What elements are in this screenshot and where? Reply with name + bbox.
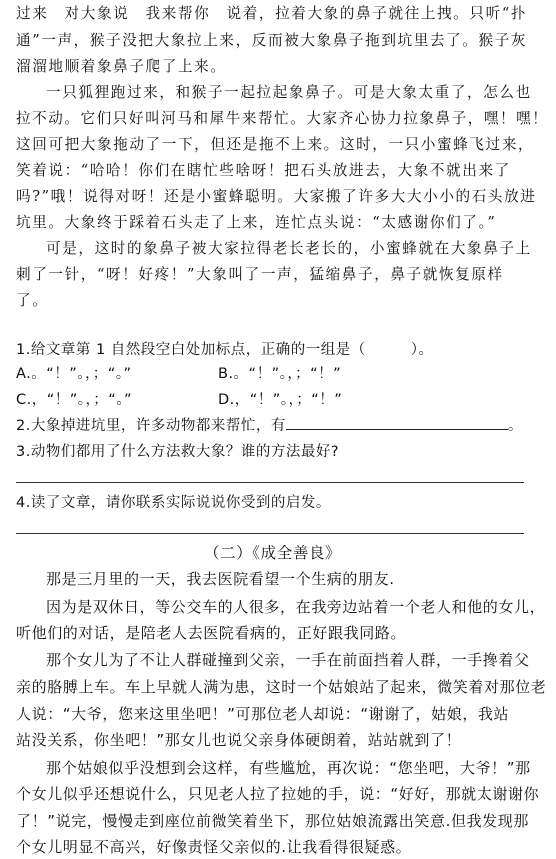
- story1-line: 吗?”哦！说得对呀！还是小蜜蜂聪明。大家搬了许多大大小小的石头放进: [16, 188, 537, 205]
- question-1: 1.给文章第 1 自然段空白处加标点，正确的一组是（ ）。: [16, 342, 434, 358]
- question-4: 4.读了文章，请你联系实际说说你受到的启发。: [16, 495, 331, 511]
- story2-title: （二）《成全善良》: [204, 544, 342, 562]
- story2-line: 站没关系，你坐吧！”那女儿也说父亲身体硬朗着，站站就到了！: [16, 731, 462, 749]
- story1-line: 笑着说：“哈哈！你们在瞎忙些啥呀！把石头放进去，大象不就出来了: [16, 162, 511, 179]
- story2-line: 人说：“大爷，您来这里坐吧！”可那位老人却说：“谢谢了，姑娘，我站: [16, 705, 510, 723]
- story1-line: 通”一声，猴子没把大象拉上来，反而被大象鼻子拖到坑里去了。猴子灰: [16, 32, 528, 49]
- story1-line: 可是，这时的象鼻子被大家拉得老长老长的，小蜜蜂就在大象鼻子上: [46, 240, 532, 257]
- story2-line: 因为是双休日，等公交车的人很多，在我旁边站着一个老人和他的女儿，: [46, 598, 546, 616]
- story2-line: 那是三月里的一天，我去医院看望一个生病的朋友.: [46, 570, 395, 588]
- option-d: D.，“！”。，；“！”: [218, 392, 343, 408]
- answer-blank[interactable]: [286, 415, 508, 430]
- story2-line: 那个姑娘似乎没想到会这样，有些尴尬，再次说：“您坐吧，大爷！”那: [46, 759, 531, 777]
- story1-line: 一只狐狸跑过来，和猴子一起拉起象鼻子。可是大象太重了，怎么也: [46, 84, 532, 101]
- answer-line[interactable]: [16, 482, 524, 483]
- option-a: A.。“！”。，；“。”: [16, 366, 132, 382]
- option-c: C.，“！”。，；“。”: [16, 392, 133, 408]
- question-2-end: 。: [507, 418, 523, 434]
- story1-line: 溜溜地顺着象鼻子爬了上来。: [16, 58, 227, 75]
- option-b: B.。“！”。，；“！”: [218, 366, 342, 382]
- answer-line[interactable]: [16, 533, 524, 534]
- story1-line: 这回可把大象拖动了一下，但还是拖不上来。这时，一只小蜜蜂飞过来，: [16, 136, 535, 153]
- question-2: [16, 414, 523, 435]
- question-2-text: 2.大象掉进坑里，许多动物都来帮忙，有: [16, 418, 286, 434]
- question-3: 3.动物们都用了什么方法救大象？谁的方法最好?: [16, 444, 340, 460]
- story2-line: 了！”说完，慢慢走到座位前微笑着坐下，那位姑娘流露出笑意.但我发现那: [16, 812, 529, 830]
- story2-line: 听他们的对话，是陪老人去医院看病的，正好跟我同路。: [16, 624, 407, 642]
- story1-line: 拉不动。它们只好叫河马和犀牛来帮忙。大家齐心协力拉象鼻子，嘿！嘿！: [16, 110, 549, 127]
- story1-line: 了。: [16, 292, 49, 309]
- story2-line: 亲的胳膊上车。车上早就人满为患，这时一个姑娘站了起来，微笑着对那位老: [16, 678, 547, 696]
- story2-line: 那个女儿为了不让人群碰撞到父亲，一手在前面挡着人群，一手搀着父: [46, 651, 530, 669]
- story2-line: 个女儿明显不高兴，好像责怪父亲似的.让我看得很疑惑。: [16, 838, 412, 856]
- story1-line: 过来 对大象说 我来帮你 说着，拉着大象的鼻子就往上拽。只听“扑: [16, 5, 528, 22]
- story1-line: 刺了一针，“呀！好疼！”大象叫了一声，猛缩鼻子，鼻子就恢复原样: [16, 266, 504, 283]
- story2-line: 个女儿似乎还想说什么，只见老人拉了拉她的手，说：“好好，那就太谢谢你: [16, 785, 540, 803]
- story1-line: 坑里。大象终于踩着石头走了上来，连忙点头说：“太感谢你们了。”: [16, 214, 497, 231]
